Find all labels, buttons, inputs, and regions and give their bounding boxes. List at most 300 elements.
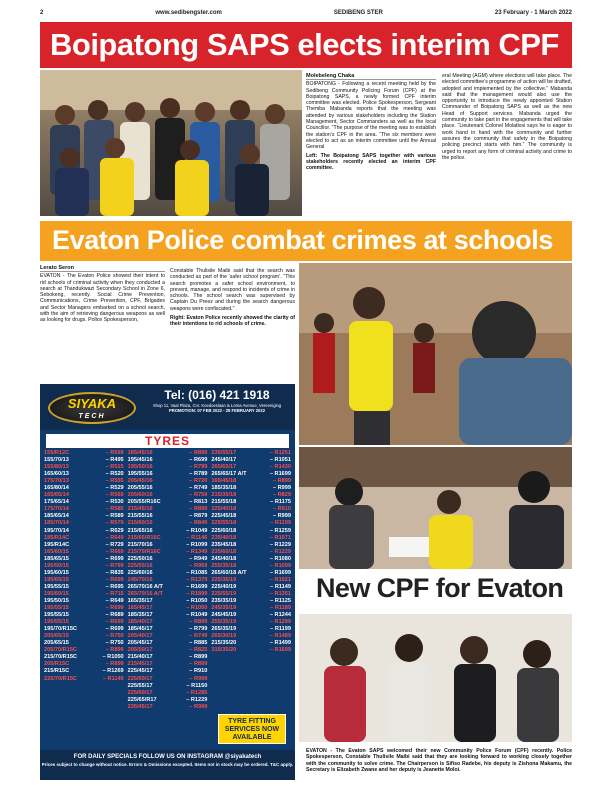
- tyre-price: – R825: [189, 647, 208, 654]
- tyre-size: 205/65/15: [44, 633, 69, 640]
- tyre-size: 215/60/16: [127, 520, 153, 527]
- tyre-price: – R1229: [186, 696, 208, 703]
- tyre-price-row: [128, 513, 208, 520]
- tyre-price: – R829: [272, 492, 292, 499]
- photo-evaton-cpf-members: [299, 614, 572, 742]
- tyre-price: – R1050: [102, 654, 124, 661]
- tyre-price-row: [128, 499, 208, 506]
- tyre-price: – R720: [189, 478, 208, 485]
- tyre-size: 205/R15C: [44, 661, 70, 668]
- tyre-price: – R899: [272, 478, 292, 485]
- tyre-price-row: [44, 654, 124, 661]
- tyre-price: – R789: [189, 471, 208, 478]
- tyre-price-row: [44, 457, 124, 464]
- tyre-price: – R759: [189, 492, 208, 499]
- tyre-size: 245/40/18: [211, 555, 237, 562]
- tyre-size: 155/70/13: [44, 457, 69, 464]
- tyre-size: 225/50/16: [127, 555, 153, 562]
- tyre-size: 225/55/19: [211, 590, 237, 597]
- tyre-size: 165/60/15: [44, 548, 69, 555]
- ad-telephone[interactable]: Tel: (016) 421 1918: [164, 388, 270, 402]
- tyre-price: – R899: [105, 647, 124, 654]
- tyre-price-row: [44, 450, 124, 457]
- tyre-price-row: [44, 556, 124, 563]
- tyre-advertisement: [40, 384, 295, 780]
- tyre-price: – R729: [105, 541, 124, 548]
- ad-tyres-banner: TYRES: [46, 434, 289, 448]
- tyre-price-row: [128, 690, 208, 697]
- tyre-size: 225/55/18: [211, 520, 237, 527]
- tyre-price: – R649: [105, 597, 124, 604]
- issue-date: 23 February - 1 March 2022: [494, 10, 572, 16]
- logo-subtext: TECH: [78, 413, 106, 420]
- headline-boipatong: Boipatong SAPS elects interim CPF: [40, 22, 572, 68]
- tyre-size: 205/50/17: [127, 647, 153, 654]
- tyre-size: 195/45/16: [127, 457, 153, 464]
- tyre-size: 235/45/17: [127, 703, 153, 710]
- tyre-price: – R899: [189, 661, 208, 668]
- article1-body2: eral Meeting (AGM) where elections will take place. The elected committee’s programme of action will be drafted, adopted and implemented by the collective.” Mabanda said that the management would also use the opportunity to introduce the newly appointed Station Commander of Boipatong SAPS as well as the new Head of Support services. Mabanda urged the community to take part in the engagements that will take place. “Lieutenant Colonel Molatlosi says he is eager to work hand in hand with the community and further assures the community that safety in the Boipatong policing precinct starts with him.” The community is urged to report any form of criminal activity and crime to the police.: [442, 73, 572, 161]
- tyre-price-row: [128, 450, 208, 457]
- tyre-size: 215/70/R15C: [44, 654, 77, 661]
- tyre-price: – R1080: [269, 555, 292, 562]
- tyre-price: – R569: [105, 492, 124, 499]
- tyre-size: 225/60/18: [211, 527, 237, 534]
- tyre-price-row: [128, 605, 208, 612]
- tyre-size: 195/55/15: [44, 612, 69, 619]
- tyre-price: – R949: [189, 555, 208, 562]
- tyre-price: – R649: [105, 534, 124, 541]
- tyre-price-row: [44, 464, 124, 471]
- tyre-price: – R899: [105, 661, 124, 668]
- tyre-price-row: [128, 704, 208, 711]
- tyre-size: 225/55/16: [127, 562, 153, 569]
- tyre-price-row: [44, 478, 124, 485]
- tyre-price-row: [128, 549, 208, 556]
- tyre-price: – R1229: [269, 541, 292, 548]
- tyre-size: 165/65/14: [44, 492, 69, 499]
- tyre-size: 205/45/17: [127, 640, 153, 647]
- tyre-price: – R669: [105, 548, 124, 555]
- tyre-size: 265/30/19: [211, 633, 237, 640]
- tyre-size: 195/60/15: [44, 590, 69, 597]
- tyre-size: 155/R12C: [44, 450, 70, 456]
- tyre-size: 195/65/15: [44, 576, 69, 583]
- tyre-price-row: [44, 549, 124, 556]
- tyre-price: – R1285: [186, 689, 208, 696]
- ad-promo-text: PROMOTION: 07 FEB 2022 - 28 FEBRUARY 2022: [168, 408, 266, 413]
- article1-body1: BOIPATONG - Following a recent meeting held by the Sedibeng Community Policing Forum (CPF) at the Boipatong SAPS, a newly formed CPF interim committee was elected. Police Spokesperson, Sergeant Themba Mabanda reports that the meeting was attended by various stakeholders including the Station Management, Sector Commanders as well as the local Councillor. “The purpose of the meeting was to establish the station’s CPF in the area. “The six members were elected to act as an interim committee until the Annual General: [306, 81, 436, 151]
- tyre-size: 215/45/16: [127, 506, 153, 513]
- tyre-price: – R629: [105, 527, 124, 534]
- tyre-size: 165/80/14: [44, 485, 69, 492]
- tyre-size: 265/70/16 A/T: [127, 583, 163, 590]
- tyre-price: – R1229: [269, 548, 292, 555]
- tyre-price: – R699: [105, 605, 124, 612]
- website[interactable]: www.sedibengster.com: [155, 10, 222, 16]
- tyre-size: 205/40/17: [127, 633, 153, 640]
- tyre-price: – R599: [105, 450, 124, 456]
- tyre-price-row: [128, 471, 208, 478]
- tyre-size: 165/45/17: [127, 605, 153, 612]
- tyre-price: – R1430: [269, 464, 292, 471]
- tyre-price-row: [211, 506, 291, 513]
- photo-evaton-search-team: [299, 447, 572, 569]
- tyre-size: 215/70/16: [127, 541, 153, 548]
- tyre-price-row: [128, 570, 208, 577]
- tyre-size: 215/55/18: [211, 499, 237, 506]
- tyre-size: 225/45/18: [211, 513, 237, 520]
- tyre-size: 255/35/19: [211, 619, 237, 626]
- tyre-price-row: [44, 471, 124, 478]
- tyre-size: 185/35/17: [127, 612, 153, 619]
- tyre-price-row: [128, 640, 208, 647]
- tyre-size: 185/45/17: [127, 626, 153, 633]
- photo-evaton-school-search: [299, 263, 572, 445]
- tyre-price-row: [211, 612, 291, 619]
- tyre-price-row: [44, 499, 124, 506]
- siyaka-logo: [48, 392, 136, 424]
- tyre-size: 175/70/13: [44, 478, 69, 485]
- tyre-size: 225/50/17: [127, 675, 153, 682]
- tyre-price: – R1150: [186, 682, 208, 689]
- tyre-price-row: [128, 668, 208, 675]
- tyre-price: – R1149: [102, 675, 124, 682]
- article2-body2: Constable Thulisile Maibi said that the search was conducted as part of the ‘safer school program’. “This search promotes a safer school environment, to prevent, manage, and respond to incidents of crime in schools. The school search was supervised by Captain Du Preez and during the search dangerous weapons were confiscated.”: [170, 268, 295, 312]
- tyre-price-row: [128, 492, 208, 499]
- tyre-size: 245/45/19: [211, 612, 237, 619]
- tyre-price: – R1244: [269, 612, 292, 619]
- tyre-size: 195/50/16: [127, 464, 153, 471]
- tyre-price: – R999: [272, 513, 292, 520]
- tyre-price: – R1269: [102, 668, 124, 675]
- tyre-size: 235/45/18: [211, 541, 237, 548]
- article2-column2: [170, 268, 295, 380]
- tyre-price: – R749: [189, 485, 208, 492]
- tyre-price: – R699: [189, 457, 208, 464]
- article3-caption: EVATON - The Evaton SAPS welcomed their new Community Police Forum (CPF) recently. Police Spokesperson, Constable Thulisile Maibi said that they are looking forward to working closely together with the community to solve crime. The Chairperson is Sifiso Radebe, his deputy is Zishona Makamu, the Secretary is Elizabeth Zwane and her deputy is Jeanette Moloi.: [306, 748, 572, 773]
- tyre-size: 195/55/15: [44, 605, 69, 612]
- tyre-price: – R699: [105, 555, 124, 562]
- ad-footer: [40, 750, 295, 780]
- tyre-price-row: [44, 619, 124, 626]
- tyre-price-row: [211, 542, 291, 549]
- tyre-price: – R1499: [269, 640, 292, 647]
- article1-caption: Left: The Boipatong SAPS together with various stakeholders recently elected an interim CPF committee.: [306, 152, 436, 172]
- tyre-price-row: [128, 584, 208, 591]
- tyre-price: – R555: [105, 478, 124, 485]
- tyre-size: 205/45/16: [127, 478, 153, 485]
- tyre-size: 265/65/17 A/T: [211, 471, 247, 478]
- tyre-size: 225/60/17: [127, 689, 153, 696]
- tyre-size: 205/70/R15C: [44, 647, 77, 654]
- tyre-price-row: [128, 485, 208, 492]
- tyre-price-row: [211, 647, 291, 654]
- tyre-size: 225/70/R15C: [44, 675, 77, 682]
- article1-column2: [442, 73, 572, 219]
- tyre-price: – R1050: [186, 605, 208, 612]
- tyre-fitting-badge: TYRE FITTING SERVICES NOW AVAILABLE: [218, 714, 286, 744]
- tyre-size: 215/R15C: [44, 668, 70, 675]
- paper-name: SEDIBENG STER: [333, 10, 383, 16]
- tyre-size: 225/40/18: [211, 506, 237, 513]
- tyre-price: – R910: [272, 506, 292, 513]
- tyre-price: – R1699: [186, 583, 208, 590]
- tyre-price: – R1125: [270, 597, 292, 604]
- tyre-price-row: [128, 683, 208, 690]
- headline-new-cpf-evaton: New CPF for Evaton: [316, 573, 564, 603]
- tyre-size: 195/50/15: [44, 597, 69, 604]
- tyre-price-row: [211, 485, 291, 492]
- tyre-price: – R695: [105, 583, 124, 590]
- tyre-price: – R750: [105, 633, 124, 640]
- tyre-size: 195/55/15: [44, 619, 69, 626]
- tyre-price: – R899: [189, 619, 208, 626]
- tyre-size: 215/35/18: [211, 492, 237, 499]
- tyre-price: – R1251: [269, 450, 292, 456]
- tyre-size: 215/70/R16C: [127, 548, 161, 555]
- tyre-size: 225/55/17: [127, 682, 153, 689]
- tyre-price: – R799: [189, 626, 208, 633]
- tyre-size: 235/55/17: [211, 450, 237, 456]
- tyre-price: – R1349: [186, 548, 208, 555]
- tyre-price-row: [44, 535, 124, 542]
- tyre-size: 165/60/13: [44, 471, 69, 478]
- tyre-price-row: [211, 464, 291, 471]
- tyre-price: – R1146: [186, 534, 208, 541]
- tyre-price-row: [128, 626, 208, 633]
- tyre-price: – R799: [189, 464, 208, 471]
- tyre-price: – R999: [189, 703, 208, 710]
- tyre-size: 225/60/16: [127, 569, 153, 576]
- tyre-price: – R1099: [269, 562, 292, 569]
- tyre-price: – R689: [105, 612, 124, 619]
- tyre-size: 195/55/15: [44, 583, 69, 590]
- tyre-size: 175/70/14: [44, 506, 69, 513]
- tyre-price-row: [44, 513, 124, 520]
- tyre-price: – R1099: [186, 541, 208, 548]
- tyre-size: 205/60/16: [127, 492, 153, 499]
- tyre-price: – R1189: [270, 605, 292, 612]
- tyre-size: 165/35/17: [127, 597, 153, 604]
- tyre-price-row: [211, 591, 291, 598]
- tyre-price-row: [128, 577, 208, 584]
- tyre-price: – R999: [189, 675, 208, 682]
- tyre-price-row: [44, 584, 124, 591]
- tyre-price: – R1489: [269, 633, 292, 640]
- tyre-size: 225/35/19: [211, 576, 237, 583]
- tyre-price-row: [211, 570, 291, 577]
- tyre-price-row: [44, 492, 124, 499]
- tyre-price-row: [44, 591, 124, 598]
- tyre-size: 185/70/14: [44, 520, 69, 527]
- tyre-size: 195/R14C: [44, 541, 70, 548]
- tyre-price: – R495: [105, 457, 124, 464]
- tyre-size: 255/35/18: [211, 562, 237, 569]
- tyre-price-row: [211, 598, 291, 605]
- tyre-price: – R1021: [269, 576, 292, 583]
- tyre-size: 225/40/19: [211, 583, 237, 590]
- tyre-price-row: [128, 619, 208, 626]
- article2-byline: Lerato Seron: [40, 265, 165, 272]
- tyre-price-row: [128, 556, 208, 563]
- tyre-size: 215/40/17: [127, 654, 153, 661]
- tyre-size: 195/50/15: [44, 562, 69, 569]
- tyre-price-row: [44, 528, 124, 535]
- tyre-price: – R579: [105, 520, 124, 527]
- tyre-price: – R749: [189, 633, 208, 640]
- tyre-price-row: [44, 506, 124, 513]
- tyre-size: 265/70/16 A/T: [127, 590, 163, 597]
- tyre-price-row: [44, 520, 124, 527]
- ad-header: [40, 384, 295, 430]
- tyre-price-row: [44, 605, 124, 612]
- photo-boipatong-group: [40, 70, 302, 216]
- tyre-price-row: [128, 528, 208, 535]
- tyre-price-row: [128, 697, 208, 704]
- tyre-price: – R1259: [269, 527, 292, 534]
- tyre-size: 175/65/14: [44, 499, 69, 506]
- tyre-size: 185/35/18: [211, 485, 237, 492]
- tyre-column-2: [128, 450, 208, 750]
- tyre-price: – R1199: [270, 626, 292, 633]
- tyre-column-1: [44, 450, 124, 750]
- tyre-price: – R910: [189, 668, 208, 675]
- tyre-price: – R529: [105, 485, 124, 492]
- tyre-price-row: [128, 647, 208, 654]
- tyre-price: – R699: [105, 619, 124, 626]
- tyre-price-row: [211, 471, 291, 478]
- tyre-size: 215/65/16: [127, 527, 153, 534]
- tyre-price-row: [211, 499, 291, 506]
- tyre-size: 165/45/18: [211, 478, 237, 485]
- tyre-price-row: [44, 598, 124, 605]
- tyre-price-row: [44, 612, 124, 619]
- tyre-price-row: [211, 640, 291, 647]
- tyre-price: – R1175: [270, 499, 292, 506]
- tyre-size: 185/65/15: [44, 555, 69, 562]
- tyre-price-row: [211, 450, 291, 457]
- tyre-size: 185/R14C: [44, 534, 70, 541]
- tyre-price-row: [128, 654, 208, 661]
- tyre-price-row: [128, 464, 208, 471]
- tyre-price: – R1699: [269, 647, 292, 654]
- article3-caption-block: [306, 748, 572, 788]
- tyre-size: 205/65/15: [44, 640, 69, 647]
- logo-text: SIYAKA: [67, 396, 117, 411]
- tyre-price: – R1050: [186, 597, 208, 604]
- tyre-size: 195/55/16: [127, 471, 153, 478]
- tyre-price: – R899: [189, 506, 208, 513]
- tyre-price-row: [211, 605, 291, 612]
- tyre-price-row: [211, 563, 291, 570]
- ad-instagram[interactable]: FOR DAILY SPECIALS FOLLOW US ON INSTAGRAM @siyakatech: [73, 754, 262, 760]
- tyre-price: – R799: [105, 562, 124, 569]
- tyre-price-row: [128, 612, 208, 619]
- tyre-price: – R1379: [186, 576, 208, 583]
- tyre-price: – R1299: [269, 619, 292, 626]
- tyre-size: 215/35/20: [211, 640, 237, 647]
- article2-caption: Right: Evaton Police recently showed the clarity of their intentions to rid schools of crime.: [170, 315, 295, 328]
- tyre-price-row: [44, 661, 124, 668]
- tyre-price-row: [128, 478, 208, 485]
- tyre-price-row: [128, 661, 208, 668]
- tyre-price-row: [128, 542, 208, 549]
- tyre-price: – R879: [189, 513, 208, 520]
- tyre-price: – R1051: [269, 457, 292, 464]
- tyre-price-row: [128, 676, 208, 683]
- tyre-size: 265/65/17: [211, 464, 237, 471]
- tyre-price: – R1899: [186, 590, 208, 597]
- tyre-price: – R899: [189, 450, 208, 456]
- tyre-price: – R585: [105, 506, 124, 513]
- tyre-price-row: [128, 633, 208, 640]
- tyre-price: – R1049: [186, 527, 208, 534]
- tyre-price: – R750: [105, 640, 124, 647]
- tyre-price-row: [211, 535, 291, 542]
- tyre-price-row: [211, 457, 291, 464]
- ad-address-text: Shop 11, Vaal Plaza, Cnr. Koedoeslaan & Lorna Avenue, Vereeniging: [152, 403, 282, 408]
- tyre-price-row: [211, 556, 291, 563]
- tyre-price: – R813: [189, 499, 208, 506]
- tyre-size: 245/40/17: [211, 457, 237, 464]
- tyre-price-row: [44, 542, 124, 549]
- tyre-price-row: [128, 506, 208, 513]
- tyre-size: 185/45/16: [127, 450, 153, 456]
- tyre-price-row: [44, 647, 124, 654]
- tyre-price: – R520: [105, 471, 124, 478]
- tyre-price: – R1049: [186, 612, 208, 619]
- tyre-price-row: [44, 668, 124, 675]
- tyre-price: – R999: [272, 485, 292, 492]
- tyre-price: – R699: [105, 576, 124, 583]
- tyre-price-row: [128, 598, 208, 605]
- tyre-size: 225/65/R17: [127, 696, 157, 703]
- tyre-price: – R885: [189, 640, 208, 647]
- tyre-price: – R1351: [269, 590, 292, 597]
- tyre-price-row: [211, 577, 291, 584]
- tyre-price: – R1149: [270, 583, 292, 590]
- tyre-price-row: [211, 626, 291, 633]
- tyre-price-row: [211, 619, 291, 626]
- tyre-price-row: [44, 640, 124, 647]
- tyre-size: 195/70/14: [44, 527, 69, 534]
- tyre-size: 195/60/15: [44, 569, 69, 576]
- tyre-price-row: [44, 563, 124, 570]
- tyre-price-row: [44, 626, 124, 633]
- tyre-price-row: [44, 485, 124, 492]
- tyre-price: – R835: [105, 569, 124, 576]
- tyre-price-row: [128, 563, 208, 570]
- tyre-price-row: [128, 535, 208, 542]
- tyre-price: – R699: [105, 626, 124, 633]
- tyre-price-row: [211, 478, 291, 485]
- tyre-price-row: [128, 591, 208, 598]
- tyre-price: – R1071: [269, 534, 292, 541]
- tyre-size: 245/35/19: [211, 605, 237, 612]
- tyre-price: – R589: [105, 513, 124, 520]
- tyre-price: – R1699: [269, 471, 292, 478]
- tyre-price: – R1085: [186, 569, 208, 576]
- tyre-price-row: [128, 457, 208, 464]
- tyre-price-row: [211, 633, 291, 640]
- tyre-size: 265/35/19: [211, 626, 237, 633]
- tyre-column-3: [211, 450, 291, 750]
- tyre-size: 215/45/17: [127, 661, 153, 668]
- tyre-size: 205/55/16: [127, 485, 153, 492]
- tyre-price-row: [211, 492, 291, 499]
- ad-address: [142, 403, 292, 413]
